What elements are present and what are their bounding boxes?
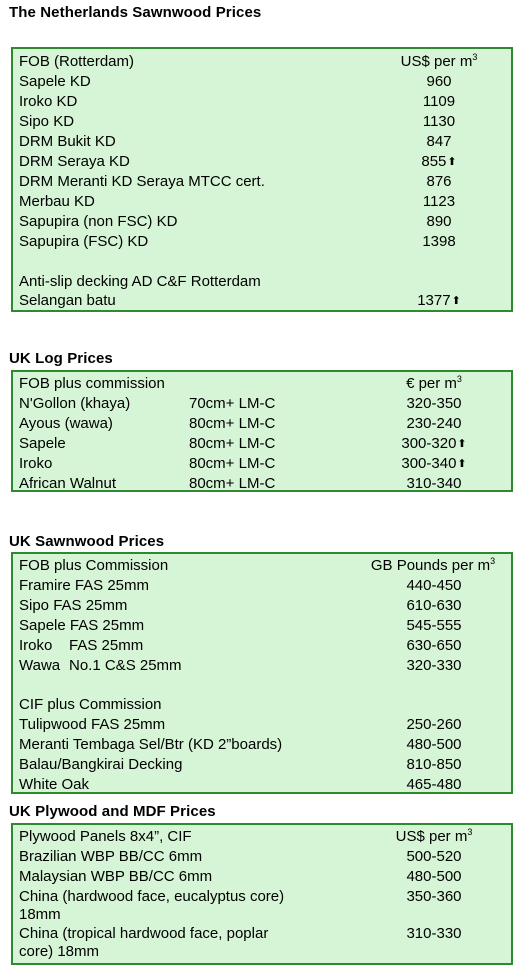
table-row (19, 616, 505, 636)
table-row (19, 414, 505, 434)
nl-header-label: FOB (Rotterdam) (19, 53, 135, 70)
table-row (19, 72, 505, 92)
table-row (19, 112, 505, 132)
table-row (19, 596, 505, 616)
nl-decking-label: Anti-slip decking AD C&F Rotterdam (19, 273, 261, 290)
table-row-name: Ayous (wawa) (19, 415, 113, 432)
table-row (19, 474, 505, 494)
table-row-spec: FAS 25mm (69, 637, 144, 654)
table-row-spec: 70cm+ LM-C (189, 395, 276, 412)
table-row-price: 480-500 (406, 868, 462, 885)
table-row-name: Sipo KD (19, 113, 75, 130)
table-row-name: China (hardwood face, eucalyptus core) 18mm (19, 888, 285, 923)
table-row (19, 735, 505, 755)
ukply-title: UK Plywood and MDF Prices (9, 803, 216, 820)
table-row-name: Sapupira (non FSC) KD (19, 213, 178, 230)
table-row-name: Sapupira (FSC) KD (19, 233, 149, 250)
table-row (19, 192, 505, 212)
table-row-name: Balau/Bangkirai Decking (19, 756, 183, 773)
table-row-price: 1109 (422, 93, 456, 110)
uksawn-header-label: FOB plus Commission (19, 557, 169, 574)
table-row (19, 636, 505, 656)
up-arrow-icon: ⬆ (451, 295, 461, 307)
table-row (19, 152, 505, 172)
nl-title: The Netherlands Sawnwood Prices (9, 4, 262, 21)
ukply-price-table (11, 823, 513, 965)
table-row (19, 775, 505, 795)
nl-price-table (11, 47, 513, 312)
table-row-name: Wawa (19, 657, 61, 674)
table-row-price: 230-240 (406, 415, 462, 432)
table-row-price: 500-520 (406, 848, 462, 865)
table-row-price: 465-480 (406, 776, 462, 793)
ukply-header-label: Plywood Panels 8x4”, CIF (19, 828, 192, 845)
table-row-name: DRM Bukit KD (19, 133, 116, 150)
uksawn-price-table (11, 552, 513, 794)
up-arrow-icon: ⬆ (457, 438, 467, 450)
table-row-name: DRM Seraya KD (19, 153, 130, 170)
table-row-name: Sapele FAS 25mm (19, 617, 145, 634)
table-row-name: China (tropical hardwood face, poplar core) 18mm (19, 925, 269, 960)
table-row-price: 480-500 (406, 736, 462, 753)
table-row-price: 300-320⬆ (401, 435, 467, 452)
table-row-price: 960 (426, 73, 452, 90)
table-row-name: DRM Meranti KD Seraya MTCC cert. (19, 173, 265, 190)
table-row-price: 1130 (422, 113, 456, 130)
table-row-price: 810-850 (406, 756, 462, 773)
table-row-name: Brazilian WBP BB/CC 6mm (19, 848, 203, 865)
uksawn-cif-label: CIF plus Commission (19, 696, 162, 713)
table-row-name: Iroko (19, 637, 53, 654)
table-row (19, 576, 505, 596)
table-row-name: Iroko (19, 455, 53, 472)
table-row-price: 440-450 (406, 577, 462, 594)
table-row-name: Malaysian WBP BB/CC 6mm (19, 868, 213, 885)
uksawn-header-unit: GB Pounds per $m^3$ (370, 556, 496, 574)
table-row-price: 320-330 (406, 657, 462, 674)
table-row-price: 855⬆ (421, 153, 457, 170)
table-row-name: Framire FAS 25mm (19, 577, 150, 594)
table-row-spec: 80cm+ LM-C (189, 435, 276, 452)
table-row (19, 715, 505, 735)
table-row-price: 310-340 (406, 475, 462, 492)
table-row-price: 320-350 (406, 395, 462, 412)
table-row-spec: 80cm+ LM-C (189, 415, 276, 432)
table-row-price: 350-360 (406, 888, 462, 905)
uklog-header-row (19, 374, 505, 394)
table-row (19, 172, 505, 192)
table-row-price: 847 (426, 133, 452, 150)
ukply-header-row (19, 827, 505, 847)
uklog-title: UK Log Prices (9, 350, 113, 367)
table-row-spec: 80cm+ LM-C (189, 455, 276, 472)
table-row (19, 232, 505, 252)
table-row-price: 630-650 (406, 637, 462, 654)
table-row-price: 310-330 (406, 925, 462, 942)
table-row-name: African Walnut (19, 475, 116, 492)
table-row-spec: 80cm+ LM-C (189, 475, 276, 492)
table-row (19, 847, 505, 867)
table-row-spec: No.1 C&S 25mm (69, 657, 182, 674)
table-row-price: 890 (426, 213, 452, 230)
table-row (19, 92, 505, 112)
table-row-name: Sipo FAS 25mm (19, 597, 128, 614)
table-row (19, 867, 505, 887)
table-row-price: 610-630 (406, 597, 462, 614)
uklog-header-label: FOB plus commission (19, 375, 165, 392)
table-row (19, 656, 505, 676)
table-row-name: Selangan batu (19, 292, 116, 309)
nl-header-unit: US$ per $m^3$ (400, 52, 478, 70)
table-row (19, 132, 505, 152)
table-row-name: Sapele (19, 435, 66, 452)
table-row-name: Meranti Tembaga Sel/Btr (KD 2”boards) (19, 736, 283, 753)
table-row (19, 454, 505, 474)
uksawn-title: UK Sawnwood Prices (9, 533, 165, 550)
uklog-price-table (11, 370, 513, 492)
uksawn-header-row (19, 556, 505, 576)
table-row (19, 887, 505, 923)
table-row-price: 1377⬆ (417, 292, 461, 309)
table-row-price: 1123 (422, 193, 456, 210)
table-row (19, 212, 505, 232)
table-row-price: 876 (426, 173, 452, 190)
table-row-price: 1398 (422, 233, 456, 250)
table-row (19, 434, 505, 454)
uklog-header-unit: € per $m^3$ (406, 374, 462, 392)
table-row-price: 300-340⬆ (401, 455, 467, 472)
up-arrow-icon: ⬆ (447, 156, 457, 168)
table-row-price: 250-260 (406, 716, 462, 733)
ukply-header-unit: US$ per $m^3$ (395, 827, 473, 845)
table-row-name: White Oak (19, 776, 90, 793)
table-row-name: Sapele KD (19, 73, 91, 90)
table-row-name: N'Gollon (khaya) (19, 395, 131, 412)
up-arrow-icon: ⬆ (457, 458, 467, 470)
table-row (19, 755, 505, 775)
nl-header-row (19, 52, 505, 72)
table-row-price: 545-555 (406, 617, 462, 634)
table-row-name: Iroko KD (19, 93, 78, 110)
table-row-name: Merbau KD (19, 193, 95, 210)
table-row (19, 394, 505, 414)
table-row-name: Tulipwood FAS 25mm (19, 716, 166, 733)
nl-decking-row (19, 291, 505, 311)
table-row (19, 924, 505, 960)
